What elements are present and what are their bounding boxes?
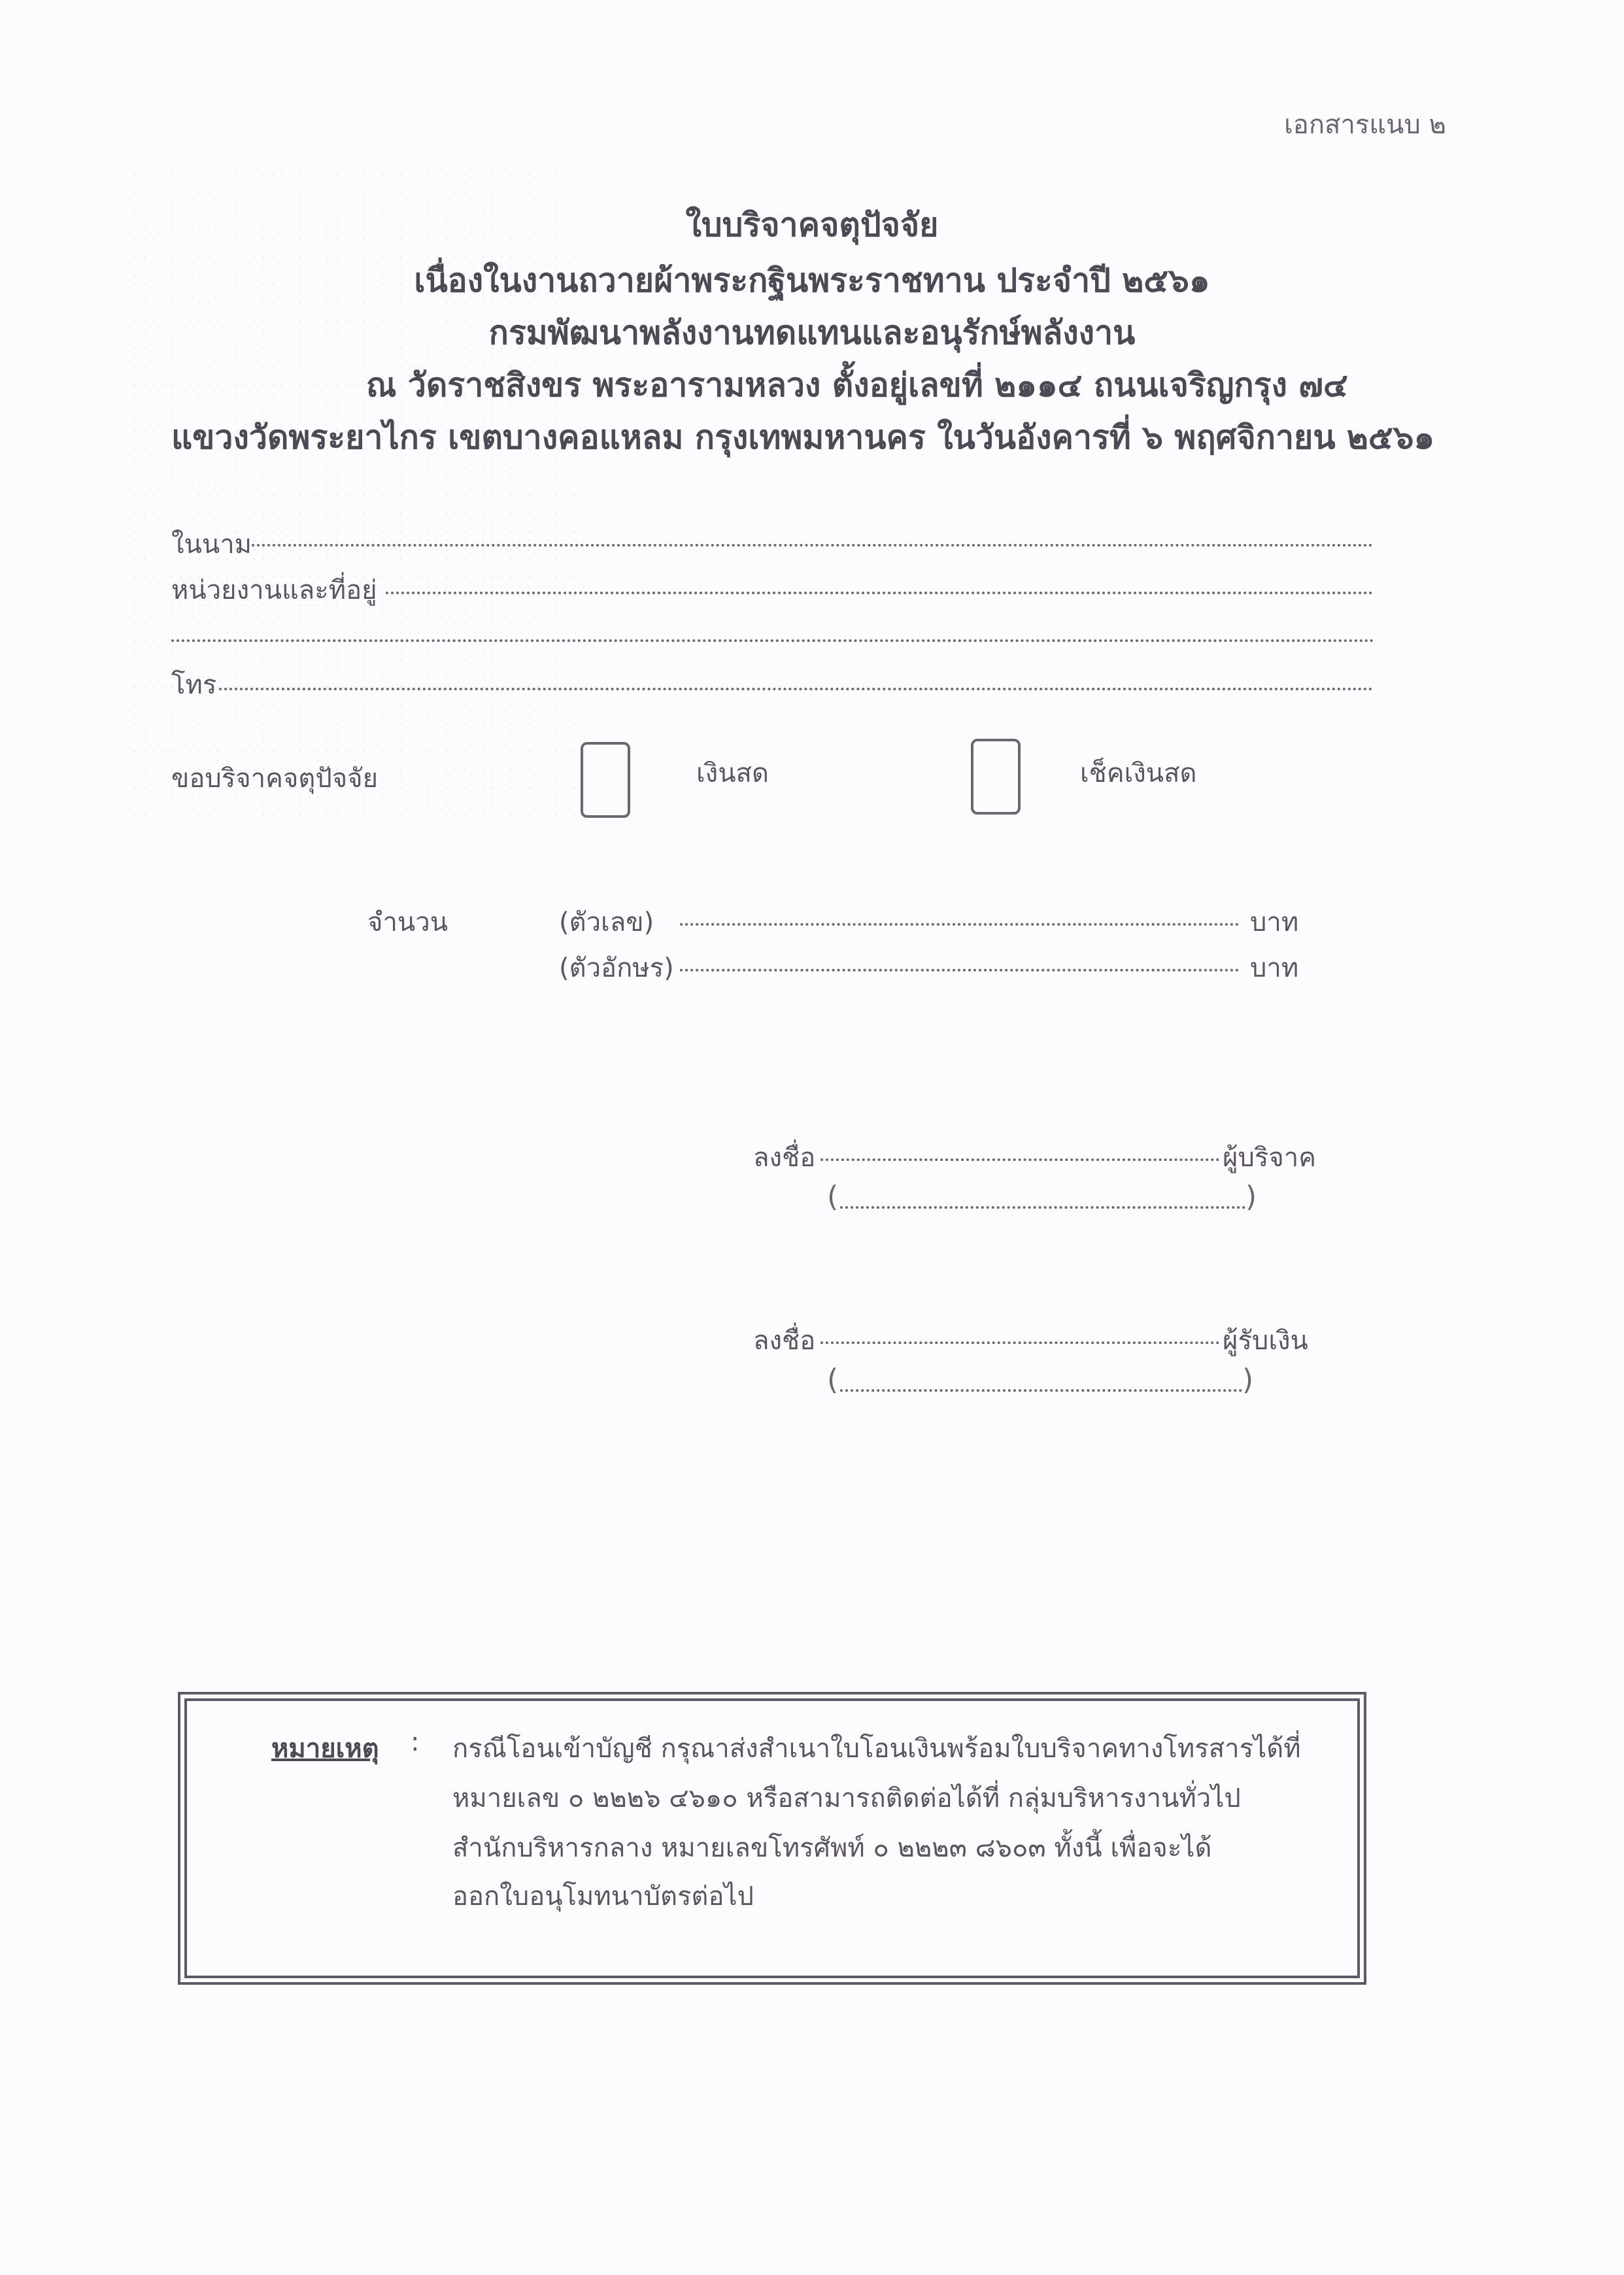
note-title: หมายเหตุ <box>271 1734 379 1764</box>
header-address-date: แขวงวัดพระยาไกร เขตบางคอแหลม กรุงเทพมหานคร ในวันอังคารที่ ๖ พฤศจิกายน ๒๕๖๑ <box>171 418 1435 456</box>
donation-label: ขอบริจาคจตุปัจจัย <box>171 764 379 794</box>
attachment-label: เอกสารแนบ ๒ <box>1284 110 1446 140</box>
note-separator: : <box>411 1727 420 1757</box>
receiver-name-open-paren: ( <box>827 1363 839 1396</box>
cash-checkbox[interactable] <box>581 742 630 818</box>
form-title: ใบบริจาคจตุปัจจัย <box>685 206 939 244</box>
note-line-2: หมายเลข ๐ ๒๒๒๖ ๔๖๑๐ หรือสามารถติดต่อได้ที่ กลุ่มบริหารงานทั่วไป <box>452 1783 1241 1813</box>
cash-option-label: เงินสด <box>696 758 769 788</box>
phone-label: โทร <box>171 670 217 700</box>
amount-text-unit: บาท <box>1250 953 1299 983</box>
amount-numeric-label: (ตัวเลข) <box>559 907 654 937</box>
cashier-check-checkbox[interactable] <box>971 739 1021 815</box>
amount-text-label: (ตัวอักษร) <box>559 953 674 983</box>
receiver-role-label: ผู้รับเงิน <box>1223 1326 1308 1356</box>
donor-sign-prefix: ลงชื่อ <box>753 1143 816 1173</box>
donor-name-open-paren: ( <box>827 1180 839 1213</box>
amount-label: จำนวน <box>367 907 448 937</box>
header-location: ณ วัดราชสิงขร พระอารามหลวง ตั้งอยู่เลขที่ ๒๑๑๔ ถนนเจริญกรุง ๗๔ <box>366 366 1348 404</box>
cashier-check-option-label: เช็คเงินสด <box>1080 758 1197 788</box>
org-address-field[interactable] <box>386 592 1373 594</box>
donor-role-label: ผู้บริจาค <box>1223 1143 1316 1173</box>
name-field[interactable] <box>252 544 1373 547</box>
receiver-signature-field[interactable] <box>820 1341 1219 1344</box>
header-department: กรมพัฒนาพลังงานทดแทนและอนุรักษ์พลังงาน <box>488 314 1136 352</box>
donor-signature-field[interactable] <box>820 1158 1219 1161</box>
amount-text-field[interactable] <box>680 969 1239 971</box>
note-line-3: สำนักบริหารกลาง หมายเลขโทรศัพท์ ๐ ๒๒๒๓ ๘๖๐๓ ทั้งนี้ เพื่อจะได้ <box>452 1833 1212 1863</box>
phone-field[interactable] <box>219 688 1373 690</box>
amount-numeric-unit: บาท <box>1250 907 1299 937</box>
org-address-line2-field[interactable] <box>171 639 1374 642</box>
header-occasion: เนื่องในงานถวายผ้าพระกฐินพระราชทาน ประจำปี ๒๕๖๑ <box>414 261 1210 299</box>
receiver-printed-name-field[interactable] <box>840 1389 1242 1392</box>
donor-name-close-paren: ) <box>1245 1180 1257 1213</box>
donor-printed-name-field[interactable] <box>840 1206 1245 1209</box>
receiver-sign-prefix: ลงชื่อ <box>753 1326 816 1356</box>
org-address-label: หน่วยงานและที่อยู่ <box>171 575 377 605</box>
name-label: ในนาม <box>171 530 252 560</box>
receiver-name-close-paren: ) <box>1242 1363 1254 1396</box>
note-line-1: กรณีโอนเข้าบัญชี กรุณาส่งสำเนาใบโอนเงินพร้อมใบบริจาคทางโทรสารได้ที่ <box>452 1734 1301 1764</box>
note-line-4: ออกใบอนุโมทนาบัตรต่อไป <box>452 1881 754 1912</box>
amount-numeric-field[interactable] <box>680 923 1239 926</box>
